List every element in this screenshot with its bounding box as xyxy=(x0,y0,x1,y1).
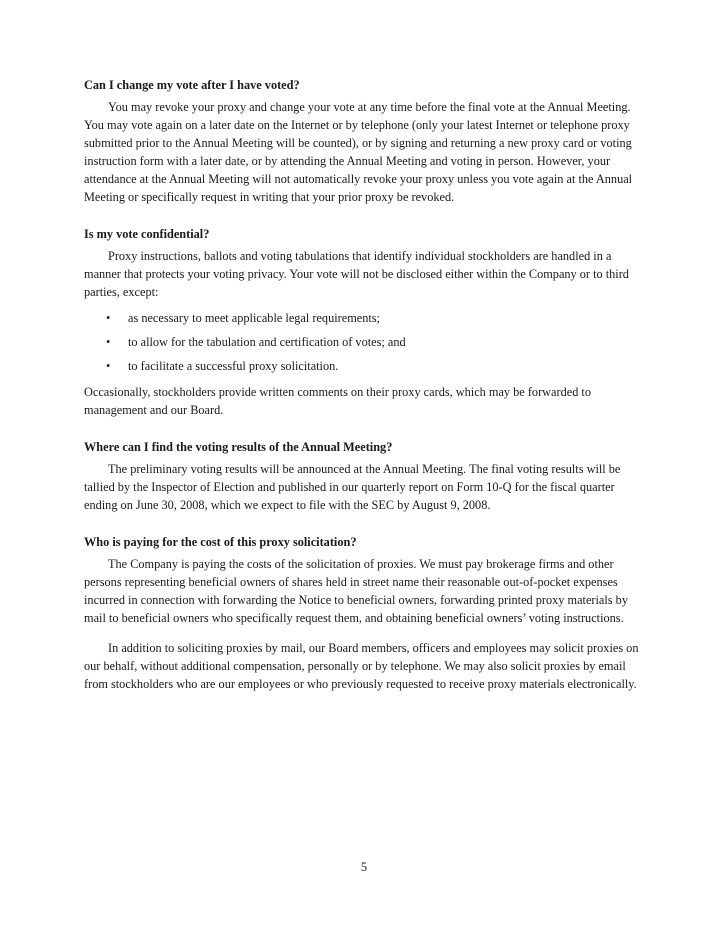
page-content xyxy=(84,76,644,712)
bullet-icon: • xyxy=(106,311,111,325)
section-closing-paragraph: Occasionally, stockholders provide written comments on their proxy cards, which may be forwarded to management and our Board. xyxy=(84,385,591,417)
exceptions-list xyxy=(84,309,644,375)
section-heading: Who is paying for the cost of this proxy solicitation? xyxy=(84,535,357,549)
section-heading: Is my vote confidential? xyxy=(84,227,210,241)
page-number: 5 xyxy=(360,860,368,874)
section-solicitation-cost xyxy=(84,533,644,693)
section-paragraph: The preliminary voting results will be announced at the Annual Meeting. The final voting results will be tallied by the Inspector of Election and published in our quarterly report on Form 10-Q for the fiscal quarter ending on June 30, 2008, which we expect to file with the SEC by August 9, 2008. xyxy=(84,462,621,512)
list-item xyxy=(84,333,644,351)
section-paragraph: The Company is paying the costs of the solicitation of proxies. We must pay brokerage firms and other persons representing beneficial owners of shares held in street name their reasonable out-of-pocket expenses incurred in connection with forwarding the Notice to beneficial owners, forwarding printed proxy materials by mail to beneficial owners who specifically request them, and obtaining beneficial owners’ voting instructions. xyxy=(84,557,628,625)
bullet-icon: • xyxy=(106,335,111,349)
bullet-icon: • xyxy=(106,359,111,373)
list-item-text: to facilitate a successful proxy solicitation. xyxy=(128,359,339,373)
list-item-text: to allow for the tabulation and certification of votes; and xyxy=(128,335,406,349)
section-confidential xyxy=(84,225,644,419)
section-paragraph: In addition to soliciting proxies by mail, our Board members, officers and employees may solicit proxies on our behalf, without additional compensation, personally or by telephone. We may also solicit proxies by email from stockholders who are our employees or who previously requested to receive proxy materials electronically. xyxy=(84,641,639,691)
section-heading: Can I change my vote after I have voted? xyxy=(84,78,300,92)
section-paragraph: Proxy instructions, ballots and voting tabulations that identify individual stockholders are handled in a manner that protects your voting privacy. Your vote will not be disclosed either within the Company or to third parties, except: xyxy=(84,249,629,299)
section-voting-results xyxy=(84,438,644,514)
section-paragraph: You may revoke your proxy and change your vote at any time before the final vote at the Annual Meeting. You may vote again on a later date on the Internet or by telephone (only your latest Internet or telephone proxy submitted prior to the Annual Meeting will be counted), or by signing and returning a new proxy card or voting instruction form with a later date, or by attending the Annual Meeting and voting in person. However, your attendance at the Annual Meeting will not automatically revoke your proxy unless you vote again at the Annual Meeting or specifically request in writing that your prior proxy be revoked. xyxy=(84,100,633,204)
list-item xyxy=(84,309,644,327)
section-heading: Where can I find the voting results of the Annual Meeting? xyxy=(84,440,393,454)
section-change-vote xyxy=(84,76,644,206)
paragraph-gap xyxy=(84,627,644,639)
list-item-text: as necessary to meet applicable legal requirements; xyxy=(128,311,380,325)
list-item xyxy=(84,357,644,375)
